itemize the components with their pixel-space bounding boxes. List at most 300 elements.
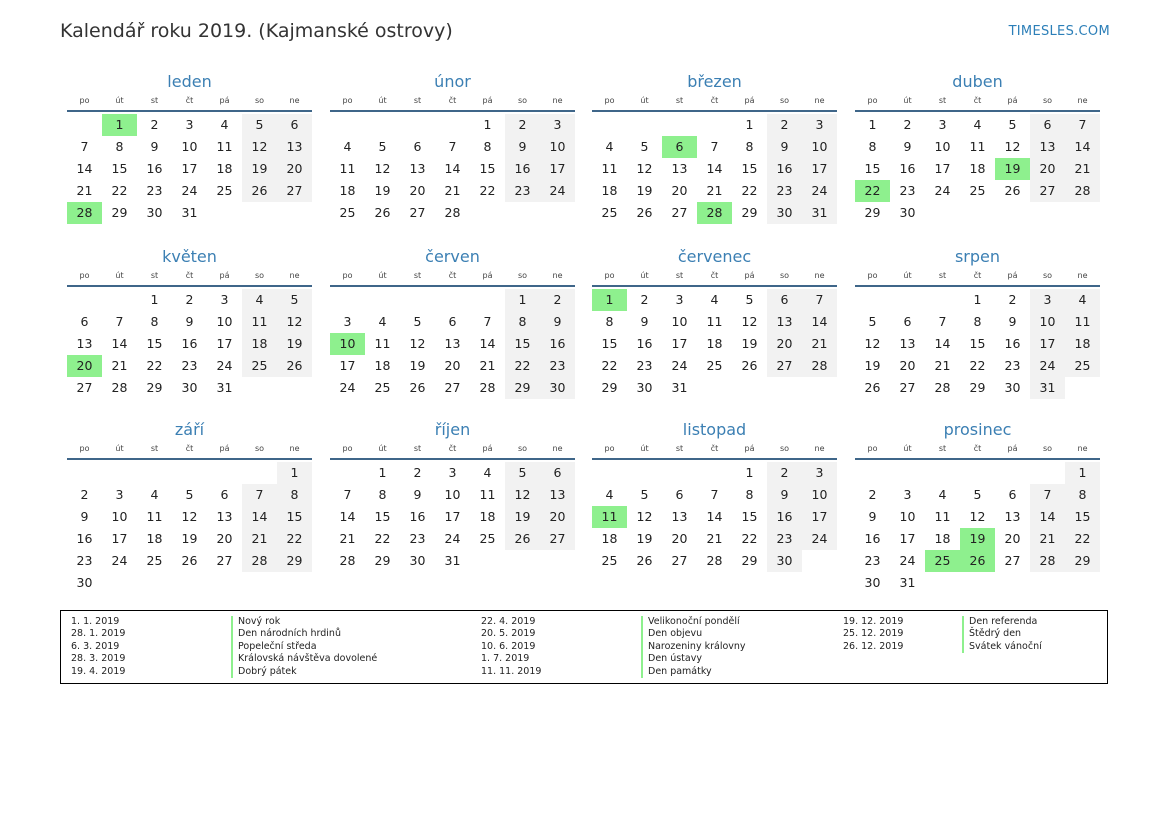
day-cell: 3 — [802, 462, 837, 484]
day-cell: 3 — [343, 314, 352, 329]
day-cell: 22 — [741, 183, 758, 198]
day-cell: 21 — [111, 358, 128, 373]
weekday-label: st — [938, 96, 947, 105]
day-cell: 10 — [111, 509, 128, 524]
day-cell: 4 — [483, 465, 492, 480]
weekday-label: st — [938, 271, 947, 280]
day-cell: 16 — [181, 336, 198, 351]
legend-holiday-name: Narozeniny královny — [648, 640, 746, 652]
day-cell: 3 — [903, 487, 912, 502]
day-cell: 18 — [706, 336, 723, 351]
month-name: červen — [425, 247, 480, 266]
day-cell: 7 — [802, 289, 837, 311]
empty-cell — [330, 114, 365, 136]
weekday-label: so — [254, 271, 265, 280]
day-cell: 31 — [671, 380, 688, 395]
day-cell: 26 — [636, 205, 653, 220]
legend-holiday-name: Svátek vánoční — [969, 640, 1042, 652]
month-rule — [330, 458, 575, 460]
day-cell: 18 — [1065, 333, 1100, 355]
day-cell: 5 — [973, 487, 982, 502]
day-cell: 15 — [741, 161, 758, 176]
day-cell: 28 — [444, 205, 461, 220]
day-cell: 27 — [409, 205, 426, 220]
day-cell: 17 — [671, 336, 688, 351]
day-cell: 31 — [444, 553, 461, 568]
day-cell: 14 — [706, 509, 723, 524]
day-cell: 24 — [1030, 355, 1065, 377]
day-cell: 23 — [76, 553, 93, 568]
weekday-label: út — [640, 444, 649, 453]
day-cell: 16 — [409, 509, 426, 524]
month-rule — [330, 110, 575, 112]
day-cell: 20 — [540, 506, 575, 528]
weekday-label: so — [517, 444, 528, 453]
month-5 — [330, 245, 575, 399]
weekday-label: st — [938, 444, 947, 453]
weekday-label: ne — [814, 96, 825, 105]
weekday-label: ne — [814, 444, 825, 453]
month-10 — [592, 418, 837, 572]
month-7 — [855, 245, 1100, 399]
day-cell: 4 — [710, 292, 719, 307]
day-cell: 21 — [339, 531, 356, 546]
weekday-label: so — [1042, 271, 1053, 280]
day-cell: 10 — [216, 314, 233, 329]
day-cell: 19 — [277, 333, 312, 355]
day-cell: 23 — [409, 531, 426, 546]
day-cell: 31 — [181, 205, 198, 220]
empty-cell — [890, 462, 925, 484]
weekday-label: čt — [448, 96, 457, 105]
day-cell: 17 — [899, 531, 916, 546]
day-cell: 28 — [802, 355, 837, 377]
day-cell: 10 — [802, 484, 837, 506]
day-cell: 12 — [1004, 139, 1021, 154]
holiday-day-cell: 22 — [855, 180, 890, 202]
day-cell: 12 — [181, 509, 198, 524]
empty-cell — [470, 289, 505, 311]
weekday-label: pá — [744, 96, 755, 105]
day-cell: 23 — [540, 355, 575, 377]
weekday-label: so — [517, 271, 528, 280]
day-cell: 15 — [277, 506, 312, 528]
day-cell: 8 — [1065, 484, 1100, 506]
weekday-label: st — [675, 271, 684, 280]
month-name: únor — [434, 72, 471, 91]
day-cell: 15 — [505, 333, 540, 355]
day-cell: 29 — [277, 550, 312, 572]
month-rule — [592, 458, 837, 460]
day-cell: 30 — [76, 575, 93, 590]
weekday-label: so — [779, 96, 790, 105]
day-cell: 19 — [505, 506, 540, 528]
day-cell: 5 — [277, 289, 312, 311]
legend-date: 25. 12. 2019 — [843, 628, 904, 640]
empty-cell — [365, 114, 400, 136]
empty-cell — [697, 114, 732, 136]
day-cell: 30 — [767, 550, 802, 572]
day-cell: 27 — [671, 205, 688, 220]
weekday-label: ne — [552, 444, 563, 453]
legend-holiday-name: Nový rok — [238, 616, 281, 627]
weekday-label: út — [115, 96, 124, 105]
month-name: leden — [167, 72, 212, 91]
day-cell: 29 — [111, 205, 128, 220]
weekday-label: so — [1042, 444, 1053, 453]
day-cell: 18 — [242, 333, 277, 355]
day-cell: 18 — [339, 183, 356, 198]
day-cell: 22 — [741, 531, 758, 546]
day-cell: 3 — [448, 465, 457, 480]
day-cell: 29 — [741, 553, 758, 568]
day-cell: 22 — [969, 358, 986, 373]
day-cell: 13 — [899, 336, 916, 351]
days-grid — [330, 289, 575, 399]
weekday-label: so — [779, 444, 790, 453]
day-cell: 3 — [938, 117, 947, 132]
holiday-day-cell: 19 — [960, 528, 995, 550]
day-cell: 10 — [1030, 311, 1065, 333]
weekday-label: pá — [482, 271, 493, 280]
month-rule — [855, 110, 1100, 112]
day-cell: 2 — [413, 465, 422, 480]
day-cell: 24 — [444, 531, 461, 546]
day-cell: 13 — [671, 509, 688, 524]
day-cell: 2 — [640, 292, 649, 307]
day-cell: 27 — [444, 380, 461, 395]
weekday-label: po — [867, 271, 878, 280]
month-11 — [855, 418, 1100, 594]
legend-names-col-1 — [231, 616, 377, 678]
day-cell: 4 — [1065, 289, 1100, 311]
empty-cell — [330, 462, 365, 484]
month-9 — [330, 418, 575, 572]
day-cell: 26 — [242, 180, 277, 202]
day-cell: 20 — [671, 531, 688, 546]
legend-date: 1. 7. 2019 — [481, 653, 530, 665]
day-cell: 30 — [540, 377, 575, 399]
weekday-label: po — [342, 271, 353, 280]
weekday-label: ne — [289, 96, 300, 105]
weekday-label: so — [779, 271, 790, 280]
holiday-day-cell: 1 — [102, 114, 137, 136]
day-cell: 17 — [111, 531, 128, 546]
day-cell: 22 — [374, 531, 391, 546]
day-cell: 24 — [111, 553, 128, 568]
day-cell: 16 — [767, 158, 802, 180]
month-1 — [330, 70, 575, 224]
weekday-label: ne — [289, 271, 300, 280]
holiday-day-cell: 10 — [330, 333, 365, 355]
day-cell: 9 — [868, 509, 877, 524]
weekday-label: st — [413, 96, 422, 105]
day-cell: 25 — [146, 553, 163, 568]
weekday-label: pá — [1007, 271, 1018, 280]
day-cell: 27 — [1004, 553, 1021, 568]
month-rule — [855, 285, 1100, 287]
legend-date: 19. 4. 2019 — [71, 665, 126, 677]
day-cell: 11 — [601, 161, 618, 176]
day-cell: 29 — [1065, 550, 1100, 572]
day-cell: 12 — [864, 336, 881, 351]
day-cell: 22 — [505, 355, 540, 377]
empty-cell — [435, 114, 470, 136]
weekday-label: po — [342, 96, 353, 105]
day-cell: 13 — [409, 161, 426, 176]
legend-dates-col-2 — [481, 616, 541, 678]
day-cell: 26 — [1004, 183, 1021, 198]
day-cell: 21 — [444, 183, 461, 198]
month-name: březen — [687, 72, 742, 91]
day-cell: 26 — [181, 553, 198, 568]
day-cell: 20 — [409, 183, 426, 198]
legend-holiday-name: Den památky — [648, 665, 712, 677]
days-grid — [855, 114, 1100, 224]
day-cell: 18 — [479, 509, 496, 524]
day-cell: 12 — [636, 509, 653, 524]
day-cell: 29 — [505, 377, 540, 399]
day-cell: 19 — [374, 183, 391, 198]
day-cell: 28 — [339, 553, 356, 568]
empty-cell — [400, 289, 435, 311]
day-cell: 27 — [1030, 180, 1065, 202]
legend-date: 28. 3. 2019 — [71, 653, 126, 665]
day-cell: 5 — [242, 114, 277, 136]
day-cell: 16 — [767, 506, 802, 528]
weekday-label: ne — [814, 271, 825, 280]
day-cell: 4 — [378, 314, 387, 329]
empty-cell — [207, 462, 242, 484]
day-cell: 7 — [343, 487, 352, 502]
day-cell: 29 — [864, 205, 881, 220]
empty-cell — [67, 462, 102, 484]
day-cell: 3 — [1030, 289, 1065, 311]
holiday-day-cell: 26 — [960, 550, 995, 572]
weekday-label: čt — [448, 444, 457, 453]
day-cell: 1 — [483, 117, 492, 132]
day-cell: 1 — [745, 465, 754, 480]
empty-cell — [242, 462, 277, 484]
day-cell: 5 — [185, 487, 194, 502]
day-cell: 13 — [540, 484, 575, 506]
month-rule — [855, 458, 1100, 460]
day-cell: 27 — [671, 553, 688, 568]
day-cell: 11 — [479, 487, 496, 502]
day-cell: 26 — [505, 528, 540, 550]
day-cell: 13 — [444, 336, 461, 351]
day-cell: 28 — [1030, 550, 1065, 572]
day-cell: 8 — [277, 484, 312, 506]
day-cell: 10 — [671, 314, 688, 329]
day-cell: 8 — [745, 139, 754, 154]
weekday-label: čt — [973, 444, 982, 453]
day-cell: 22 — [146, 358, 163, 373]
day-cell: 3 — [115, 487, 124, 502]
legend-date: 26. 12. 2019 — [843, 640, 904, 652]
day-cell: 17 — [540, 158, 575, 180]
day-cell: 30 — [146, 205, 163, 220]
day-cell: 25 — [601, 553, 618, 568]
days-grid — [592, 114, 837, 224]
day-cell: 7 — [115, 314, 124, 329]
legend-date: 19. 12. 2019 — [843, 616, 904, 627]
day-cell: 4 — [220, 117, 229, 132]
day-cell: 15 — [1065, 506, 1100, 528]
day-cell: 7 — [80, 139, 89, 154]
day-cell: 14 — [802, 311, 837, 333]
day-cell: 3 — [540, 114, 575, 136]
day-cell: 30 — [767, 202, 802, 224]
day-cell: 23 — [767, 180, 802, 202]
empty-cell — [137, 462, 172, 484]
day-cell: 12 — [277, 311, 312, 333]
day-cell: 8 — [115, 139, 124, 154]
weekday-header — [67, 269, 312, 283]
day-cell: 21 — [934, 358, 951, 373]
day-cell: 12 — [741, 314, 758, 329]
weekday-label: út — [378, 271, 387, 280]
day-cell: 19 — [864, 358, 881, 373]
day-cell: 9 — [505, 136, 540, 158]
empty-cell — [697, 462, 732, 484]
day-cell: 5 — [413, 314, 422, 329]
weekday-label: čt — [448, 271, 457, 280]
weekday-label: st — [150, 444, 159, 453]
day-cell: 25 — [969, 183, 986, 198]
weekday-label: po — [79, 444, 90, 453]
weekday-label: út — [640, 96, 649, 105]
day-cell: 8 — [378, 487, 387, 502]
day-cell: 9 — [540, 311, 575, 333]
day-cell: 9 — [150, 139, 159, 154]
weekday-label: út — [903, 271, 912, 280]
day-cell: 22 — [111, 183, 128, 198]
weekday-label: so — [254, 96, 265, 105]
day-cell: 14 — [111, 336, 128, 351]
day-cell: 30 — [864, 575, 881, 590]
days-grid — [855, 289, 1100, 399]
day-cell: 16 — [1004, 336, 1021, 351]
empty-cell — [925, 462, 960, 484]
day-cell: 18 — [601, 531, 618, 546]
weekday-label: čt — [185, 444, 194, 453]
day-cell: 5 — [1008, 117, 1017, 132]
weekday-label: čt — [973, 96, 982, 105]
day-cell: 30 — [899, 205, 916, 220]
day-cell: 24 — [802, 180, 837, 202]
day-cell: 6 — [80, 314, 89, 329]
day-cell: 16 — [864, 531, 881, 546]
day-cell: 23 — [505, 180, 540, 202]
day-cell: 30 — [1004, 380, 1021, 395]
day-cell: 19 — [636, 531, 653, 546]
month-rule — [330, 285, 575, 287]
day-cell: 19 — [409, 358, 426, 373]
day-cell: 12 — [505, 484, 540, 506]
holiday-day-cell: 28 — [697, 202, 732, 224]
day-cell: 27 — [216, 553, 233, 568]
day-cell: 6 — [1008, 487, 1017, 502]
empty-cell — [400, 114, 435, 136]
month-0 — [67, 70, 312, 224]
day-cell: 28 — [479, 380, 496, 395]
weekday-label: ne — [552, 96, 563, 105]
weekday-label: st — [413, 271, 422, 280]
day-cell: 25 — [339, 205, 356, 220]
day-cell: 23 — [181, 358, 198, 373]
day-cell: 5 — [505, 462, 540, 484]
day-cell: 4 — [605, 487, 614, 502]
site-link[interactable]: TIMESLES.COM — [1008, 24, 1110, 39]
empty-cell — [890, 289, 925, 311]
day-cell: 9 — [640, 314, 649, 329]
days-grid — [67, 289, 312, 399]
day-cell: 20 — [444, 358, 461, 373]
day-cell: 11 — [374, 336, 391, 351]
weekday-label: út — [115, 271, 124, 280]
weekday-label: út — [903, 444, 912, 453]
day-cell: 8 — [150, 314, 159, 329]
empty-cell — [102, 289, 137, 311]
day-cell: 9 — [413, 487, 422, 502]
month-rule — [67, 110, 312, 112]
day-cell: 16 — [505, 158, 540, 180]
day-cell: 20 — [277, 158, 312, 180]
day-cell: 7 — [1065, 114, 1100, 136]
day-cell: 16 — [899, 161, 916, 176]
weekday-label: po — [342, 444, 353, 453]
day-cell: 13 — [76, 336, 93, 351]
day-cell: 30 — [181, 380, 198, 395]
day-cell: 7 — [242, 484, 277, 506]
weekday-label: pá — [482, 96, 493, 105]
day-cell: 6 — [413, 139, 422, 154]
day-cell: 19 — [636, 183, 653, 198]
day-cell: 2 — [767, 462, 802, 484]
empty-cell — [592, 114, 627, 136]
legend-names-col-2 — [641, 616, 746, 678]
day-cell: 17 — [444, 509, 461, 524]
day-cell: 15 — [864, 161, 881, 176]
month-name: říjen — [434, 420, 471, 439]
day-cell: 22 — [479, 183, 496, 198]
weekday-header — [330, 269, 575, 283]
weekday-header — [330, 442, 575, 456]
day-cell: 26 — [864, 380, 881, 395]
day-cell: 1 — [868, 117, 877, 132]
day-cell: 15 — [969, 336, 986, 351]
day-cell: 24 — [934, 183, 951, 198]
days-grid — [330, 114, 575, 224]
legend-date: 6. 3. 2019 — [71, 640, 120, 652]
day-cell: 17 — [181, 161, 198, 176]
day-cell: 14 — [479, 336, 496, 351]
weekday-header — [67, 94, 312, 108]
day-cell: 17 — [216, 336, 233, 351]
empty-cell — [855, 289, 890, 311]
day-cell: 27 — [767, 355, 802, 377]
day-cell: 24 — [216, 358, 233, 373]
day-cell: 4 — [938, 487, 947, 502]
day-cell: 6 — [540, 462, 575, 484]
weekday-label: čt — [710, 271, 719, 280]
month-rule — [67, 285, 312, 287]
weekday-label: ne — [552, 271, 563, 280]
weekday-label: st — [150, 96, 159, 105]
legend-holiday-name: Velikonoční pondělí — [648, 616, 740, 627]
weekday-label: po — [604, 444, 615, 453]
